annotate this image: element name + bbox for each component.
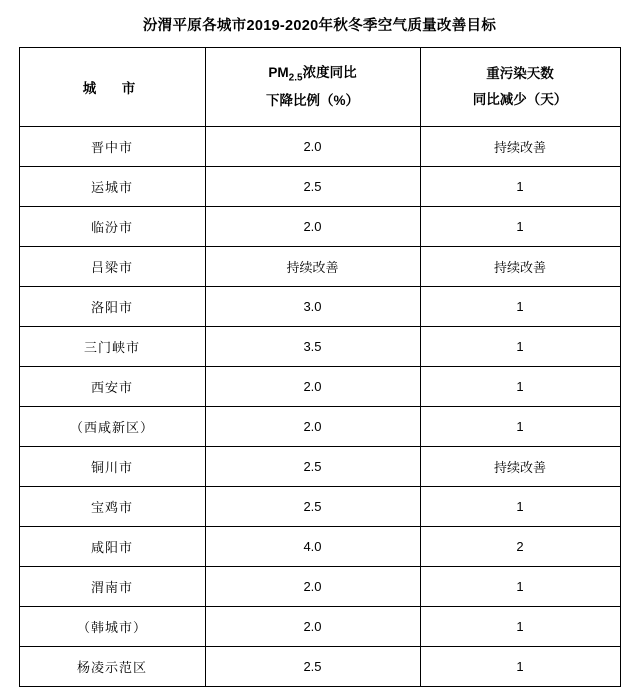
table-row (19, 327, 620, 367)
table-row (19, 167, 620, 207)
column-header-city-label: 城 市 (82, 81, 142, 96)
cell-pm25-reduction: 2.0 (205, 607, 420, 647)
cell-city: （韩城市） (19, 607, 205, 647)
table-header-row (19, 48, 620, 127)
cell-heavy-pollution-days: 2 (420, 527, 620, 567)
cell-pm25-reduction: 2.0 (205, 127, 420, 167)
cell-pm25-reduction: 3.5 (205, 327, 420, 367)
column-header-pm25-lines (206, 60, 420, 115)
cell-heavy-pollution-days: 1 (420, 567, 620, 607)
cell-heavy-pollution-days: 1 (420, 607, 620, 647)
cell-pm25-reduction: 2.0 (205, 207, 420, 247)
pm-suffix-label: 浓度同比 (302, 64, 357, 80)
table-header (19, 48, 620, 127)
cell-heavy-pollution-days: 1 (420, 327, 620, 367)
table-row (19, 447, 620, 487)
air-quality-table (19, 47, 621, 687)
cell-city: 渭南市 (19, 567, 205, 607)
cell-city: 宝鸡市 (19, 487, 205, 527)
cell-city: 临汾市 (19, 207, 205, 247)
cell-pm25-reduction: 2.5 (205, 487, 420, 527)
table-row (19, 527, 620, 567)
cell-heavy-pollution-days: 1 (420, 167, 620, 207)
cell-heavy-pollution-days: 1 (420, 487, 620, 527)
cell-pm25-reduction: 3.0 (205, 287, 420, 327)
table-row (19, 367, 620, 407)
cell-city: 运城市 (19, 167, 205, 207)
cell-heavy-pollution-days: 1 (420, 367, 620, 407)
table-row (19, 607, 620, 647)
cell-heavy-pollution-days: 1 (420, 287, 620, 327)
cell-heavy-pollution-days: 持续改善 (420, 447, 620, 487)
column-header-days-line1: 重污染天数 (486, 65, 554, 81)
pm-subscript-label: 2.5 (288, 72, 303, 84)
cell-heavy-pollution-days: 1 (420, 207, 620, 247)
cell-city: 洛阳市 (19, 287, 205, 327)
cell-pm25-reduction: 2.0 (205, 367, 420, 407)
table-body (19, 127, 620, 687)
cell-city: 西安市 (19, 367, 205, 407)
column-header-city (19, 48, 205, 127)
pm-prefix-label: PM (268, 64, 289, 80)
column-header-pm25-line1 (206, 60, 420, 88)
page-title: 汾渭平原各城市2019-2020年秋冬季空气质量改善目标 (142, 18, 497, 34)
cell-heavy-pollution-days: 1 (420, 647, 620, 687)
cell-pm25-reduction: 2.0 (205, 407, 420, 447)
cell-pm25-reduction: 2.0 (205, 567, 420, 607)
column-header-pm25-line2: 下降比例（%） (265, 92, 359, 108)
cell-city: 吕梁市 (19, 247, 205, 287)
column-header-days-lines (421, 61, 620, 114)
column-header-heavy-pollution-days (420, 48, 620, 127)
cell-pm25-reduction: 2.5 (205, 647, 420, 687)
cell-city: 三门峡市 (19, 327, 205, 367)
column-header-days-line2: 同比减少（天） (472, 92, 568, 107)
table-row (19, 487, 620, 527)
column-header-pm25 (205, 48, 420, 127)
cell-heavy-pollution-days: 持续改善 (420, 127, 620, 167)
cell-pm25-reduction: 2.5 (205, 447, 420, 487)
cell-pm25-reduction: 持续改善 (205, 247, 420, 287)
cell-heavy-pollution-days: 持续改善 (420, 247, 620, 287)
cell-heavy-pollution-days: 1 (420, 407, 620, 447)
table-row (19, 407, 620, 447)
cell-pm25-reduction: 2.5 (205, 167, 420, 207)
cell-city: 晋中市 (19, 127, 205, 167)
table-row (19, 127, 620, 167)
table-row (19, 207, 620, 247)
cell-city: 铜川市 (19, 447, 205, 487)
cell-city: （西咸新区） (19, 407, 205, 447)
table-row (19, 287, 620, 327)
table-row (19, 567, 620, 607)
table-row (19, 247, 620, 287)
table-row (19, 647, 620, 687)
cell-pm25-reduction: 4.0 (205, 527, 420, 567)
cell-city: 咸阳市 (19, 527, 205, 567)
cell-city: 杨凌示范区 (19, 647, 205, 687)
